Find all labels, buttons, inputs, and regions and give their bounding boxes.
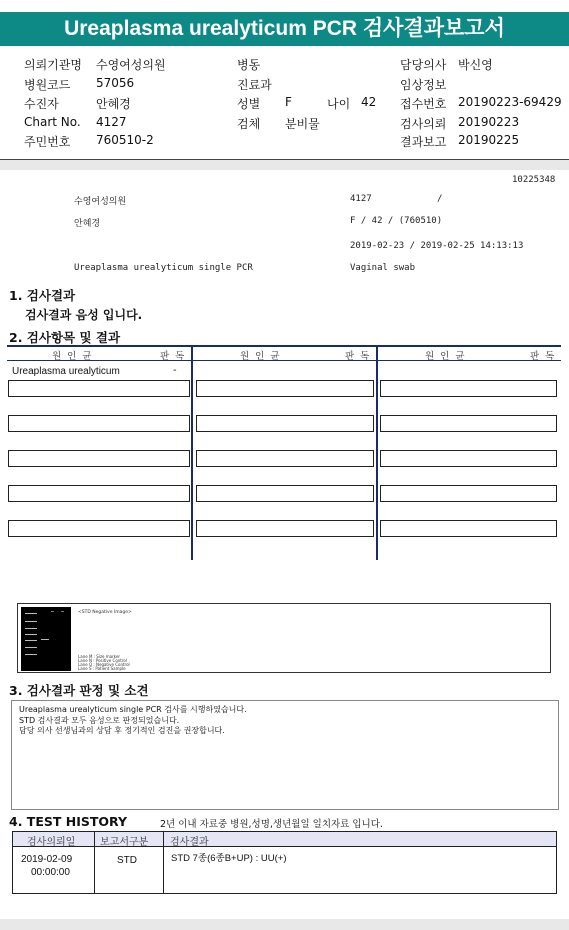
institution-value: 수영여성의원 xyxy=(96,58,166,72)
pb-clinic: 수영여성의원 xyxy=(74,197,127,207)
patient-label: 수진자 xyxy=(24,97,59,111)
empty-cell xyxy=(196,415,374,432)
history-header-date: 검사의뢰일 xyxy=(27,837,76,848)
history-table xyxy=(12,831,557,894)
ward-label: 병동 xyxy=(237,58,261,72)
report-date-value: 20190225 xyxy=(458,133,520,147)
empty-cell xyxy=(196,485,374,502)
gel-legend-2: Lane N : Positive Control xyxy=(78,658,127,663)
empty-cell xyxy=(380,520,557,537)
pb-dates: 2019-02-23 / 2019-02-25 14:13:13 xyxy=(350,241,524,251)
opinion-line: Ureaplasma urealyticum single PCR 검사를 시행하였습니다. xyxy=(19,705,247,714)
gel-caption: <STD Negative Image> xyxy=(78,610,132,615)
history-note: 2년 이내 자료중 병원,성명,생년월일 일치자료 입니다. xyxy=(160,819,383,830)
opinion-line: STD 검사결과 모두 음성으로 판정되었습니다. xyxy=(19,715,180,725)
section-gap xyxy=(0,160,569,170)
empty-cell xyxy=(380,415,557,432)
patient-value: 안혜경 xyxy=(96,97,131,111)
pb-chart: 4127 xyxy=(350,194,372,204)
gel-image-box xyxy=(17,603,551,673)
col-header-organism-3: 원인균 xyxy=(425,351,471,362)
section-4-title: 4. TEST HISTORY xyxy=(9,814,128,829)
resident-no-label: 주민번호 xyxy=(24,135,71,149)
gel-legend-3: Lane Q : Negative Control xyxy=(78,662,130,667)
gel-legend-1: Lane M : Size marker xyxy=(78,654,121,659)
section-2-title: 2. 검사항목 및 결과 xyxy=(9,330,121,345)
specimen-label: 검체 xyxy=(237,117,261,131)
empty-cell xyxy=(196,450,374,467)
doctor-label: 담당의사 xyxy=(400,58,447,72)
chart-no-value: 4127 xyxy=(96,115,127,129)
pb-name: 안혜경 xyxy=(74,219,101,229)
gel-image xyxy=(21,607,71,671)
history-result: STD 7종(6종B+UP) : UU(+) xyxy=(171,853,287,864)
gel-legend-4: Lane S : Patient Sample xyxy=(78,666,126,671)
section-1-title: 1. 검사결과 xyxy=(9,288,76,303)
history-col-divider xyxy=(94,832,95,893)
organism-name: Ureaplasma urealyticum xyxy=(12,366,120,377)
pb-test-name: Ureaplasma urealyticum single PCR xyxy=(74,263,253,273)
pb-sex-age: F / 42 / (760510) xyxy=(350,216,443,226)
receipt-no-label: 접수번호 xyxy=(400,97,447,111)
pb-slash: / xyxy=(437,194,443,204)
opinion-box xyxy=(11,700,559,810)
resident-no-value: 760510-2 xyxy=(96,133,154,147)
receipt-no-value: 20190223-69429 xyxy=(458,95,562,109)
overall-result: 검사결과 음성 입니다. xyxy=(25,308,143,322)
col-header-result-2: 판독 xyxy=(345,351,376,362)
history-type: STD xyxy=(117,855,137,866)
hospital-code-value: 57056 xyxy=(96,76,135,90)
empty-cell xyxy=(8,485,190,502)
footer-band xyxy=(0,919,569,930)
request-date-label: 검사의뢰 xyxy=(400,117,447,131)
chart-no-label: Chart No. xyxy=(24,115,81,129)
empty-cell xyxy=(8,520,190,537)
history-col-divider xyxy=(163,832,164,893)
institution-label: 의뢰기관명 xyxy=(24,58,82,72)
age-value: 42 xyxy=(361,95,377,109)
sex-value: F xyxy=(285,95,292,109)
empty-cell xyxy=(8,450,190,467)
section-3-title: 3. 검사결과 판정 및 소견 xyxy=(9,683,149,698)
doctor-value: 박신영 xyxy=(458,58,493,72)
empty-cell xyxy=(8,415,190,432)
dept-label: 진료과 xyxy=(237,78,272,92)
history-time: 00:00:00 xyxy=(31,867,70,878)
empty-cell xyxy=(196,520,374,537)
table-top-rule xyxy=(7,345,561,347)
sex-label: 성별 xyxy=(237,97,261,111)
age-label: 나이 xyxy=(327,97,351,111)
empty-cell xyxy=(380,450,557,467)
pb-specimen: Vaginal swab xyxy=(350,263,416,273)
empty-cell xyxy=(380,380,557,397)
empty-cell xyxy=(380,485,557,502)
col-header-result-3: 판독 xyxy=(530,351,561,362)
report-title: Ureaplasma urealyticum PCR 검사결과보고서 xyxy=(0,12,569,46)
history-date: 2019-02-09 xyxy=(21,854,73,865)
table-col-divider-2 xyxy=(376,345,378,560)
col-header-organism-1: 원인균 xyxy=(52,351,98,362)
doc-id: 10225348 xyxy=(512,175,556,185)
history-header-result: 검사결과 xyxy=(170,837,209,848)
report-date-label: 결과보고 xyxy=(400,135,447,149)
organism-result: - xyxy=(173,365,177,376)
clinical-info-label: 임상정보 xyxy=(400,78,447,92)
request-date-value: 20190223 xyxy=(458,115,520,129)
opinion-line: 담당 의사 선생님과의 상담 후 정기적인 검진을 권장합니다. xyxy=(19,726,225,735)
hospital-code-label: 병원코드 xyxy=(24,78,71,92)
empty-cell xyxy=(8,380,190,397)
history-header-type: 보고서구분 xyxy=(100,837,149,848)
col-header-organism-2: 원인균 xyxy=(240,351,286,362)
specimen-value: 분비물 xyxy=(285,117,320,131)
table-col-divider-1 xyxy=(191,345,193,560)
empty-cell xyxy=(196,380,374,397)
col-header-result-1: 판독 xyxy=(160,351,191,362)
